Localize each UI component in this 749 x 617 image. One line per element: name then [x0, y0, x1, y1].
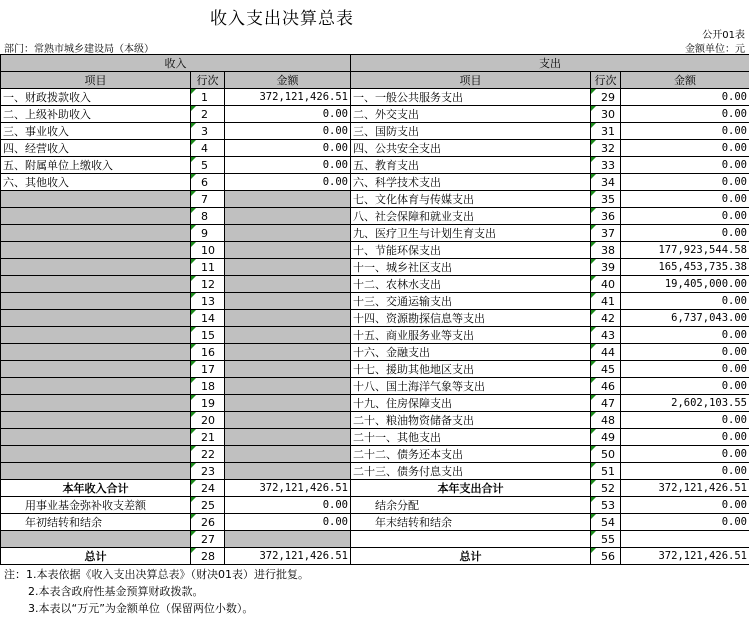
table-row: [1, 344, 749, 361]
expense-amount-cell: 0.00: [621, 191, 749, 208]
table-row: [1, 89, 749, 106]
expense-amount-cell: 0.00: [621, 429, 749, 446]
income-item-cell: [1, 361, 191, 378]
income-amount-cell: [225, 242, 351, 259]
income-section-header: 收入: [1, 55, 351, 72]
expense-line-cell: 42: [591, 310, 621, 327]
table-row: [1, 412, 749, 429]
expense-item-cell: 四、公共安全支出: [351, 140, 591, 157]
expense-amount-header: 金额: [621, 72, 749, 89]
income-item-cell: 四、经营收入: [1, 140, 191, 157]
income-amount-cell: [225, 463, 351, 480]
income-line-cell: 2: [191, 106, 225, 123]
expense-amount-cell: 0.00: [621, 446, 749, 463]
income-line-cell: 20: [191, 412, 225, 429]
income-amount-cell: [225, 361, 351, 378]
expense-line-cell: 39: [591, 259, 621, 276]
expense-item-cell: 二十、粮油物资储备支出: [351, 412, 591, 429]
income-line-cell: 8: [191, 208, 225, 225]
income-line-cell: 4: [191, 140, 225, 157]
income-line-cell: 16: [191, 344, 225, 361]
expense-item-cell: 一、一般公共服务支出: [351, 89, 591, 106]
expense-amount-cell: 6,737,043.00: [621, 310, 749, 327]
expense-item-cell: 二十一、其他支出: [351, 429, 591, 446]
income-amount-cell: 0.00: [225, 157, 351, 174]
income-expense-table: [0, 54, 749, 565]
expense-line-cell: 36: [591, 208, 621, 225]
expense-amount-cell: 19,405,000.00: [621, 276, 749, 293]
expense-amount-cell: 0.00: [621, 123, 749, 140]
expense-amount-cell: 0.00: [621, 463, 749, 480]
expense-item-cell: 十三、交通运输支出: [351, 293, 591, 310]
expense-line-header: 行次: [591, 72, 621, 89]
table-row: [1, 361, 749, 378]
expense-item-cell: 九、医疗卫生与计划生育支出: [351, 225, 591, 242]
income-amount-cell: [225, 378, 351, 395]
table-row: [1, 531, 749, 548]
expense-amount-cell: 0.00: [621, 327, 749, 344]
expense-amount-cell: 0.00: [621, 344, 749, 361]
table-row: [1, 293, 749, 310]
income-amount-cell: 0.00: [225, 514, 351, 531]
income-total-label: 本年收入合计: [1, 480, 191, 497]
income-amount-cell: [225, 327, 351, 344]
expense-amount-cell: 2,602,103.55: [621, 395, 749, 412]
income-item-cell: [1, 259, 191, 276]
income-amount-cell: [225, 531, 351, 548]
expense-line-cell: 34: [591, 174, 621, 191]
income-total-amount: 372,121,426.51: [225, 480, 351, 497]
income-line-cell: 26: [191, 514, 225, 531]
expense-line-cell: 33: [591, 157, 621, 174]
expense-line-cell: 29: [591, 89, 621, 106]
section-header-row: [1, 55, 749, 72]
total-row: [1, 480, 749, 497]
income-total-line: 24: [191, 480, 225, 497]
income-item-cell: 年初结转和结余: [1, 514, 191, 531]
note-2: 2.本表含政府性基金预算财政拨款。: [4, 583, 309, 600]
expense-total-label: 本年支出合计: [351, 480, 591, 497]
expense-line-cell: 47: [591, 395, 621, 412]
income-amount-cell: 372,121,426.51: [225, 89, 351, 106]
income-line-cell: 21: [191, 429, 225, 446]
table-row: [1, 157, 749, 174]
income-line-cell: 23: [191, 463, 225, 480]
expense-item-cell: 六、科学技术支出: [351, 174, 591, 191]
income-item-cell: 三、事业收入: [1, 123, 191, 140]
expense-line-cell: 31: [591, 123, 621, 140]
income-amount-cell: [225, 344, 351, 361]
grand-total-right-label: 总计: [351, 548, 591, 565]
grand-total-left-line: 28: [191, 548, 225, 565]
income-item-cell: 二、上级补助收入: [1, 106, 191, 123]
income-line-header: 行次: [191, 72, 225, 89]
income-item-cell: [1, 242, 191, 259]
expense-line-cell: 37: [591, 225, 621, 242]
unit-label: 金额单位：元: [685, 40, 745, 55]
income-line-cell: 5: [191, 157, 225, 174]
table-row: [1, 191, 749, 208]
income-item-cell: [1, 378, 191, 395]
expense-line-cell: 38: [591, 242, 621, 259]
income-line-cell: 27: [191, 531, 225, 548]
income-amount-cell: [225, 259, 351, 276]
income-amount-cell: [225, 395, 351, 412]
income-amount-cell: [225, 293, 351, 310]
income-amount-cell: 0.00: [225, 106, 351, 123]
income-line-cell: 11: [191, 259, 225, 276]
note-1: 注：1.本表依据《收入支出决算总表》（财决01表）进行批复。: [4, 566, 309, 583]
income-amount-cell: [225, 276, 351, 293]
table-row: [1, 123, 749, 140]
grand-total-right-amount: 372,121,426.51: [621, 548, 749, 565]
income-amount-cell: [225, 412, 351, 429]
expense-line-cell: 30: [591, 106, 621, 123]
income-amount-cell: [225, 225, 351, 242]
expense-item-cell: 十、节能环保支出: [351, 242, 591, 259]
income-line-cell: 19: [191, 395, 225, 412]
income-line-cell: 3: [191, 123, 225, 140]
income-item-cell: [1, 327, 191, 344]
expense-item-cell: 十一、城乡社区支出: [351, 259, 591, 276]
income-amount-cell: 0.00: [225, 497, 351, 514]
income-amount-cell: [225, 310, 351, 327]
table-row: [1, 310, 749, 327]
income-amount-cell: [225, 446, 351, 463]
report-title: 收入支出决算总表: [210, 4, 354, 29]
income-amount-cell: [225, 208, 351, 225]
table-row: [1, 276, 749, 293]
expense-amount-cell: [621, 531, 749, 548]
income-item-cell: 六、其他收入: [1, 174, 191, 191]
expense-line-cell: 48: [591, 412, 621, 429]
income-amount-cell: 0.00: [225, 174, 351, 191]
income-line-cell: 18: [191, 378, 225, 395]
expense-amount-cell: 0.00: [621, 89, 749, 106]
expense-item-cell: 七、文化体育与传媒支出: [351, 191, 591, 208]
expense-amount-cell: 0.00: [621, 412, 749, 429]
table-row: [1, 208, 749, 225]
expense-line-cell: 55: [591, 531, 621, 548]
expense-item-cell: 二十三、债务付息支出: [351, 463, 591, 480]
table-row: [1, 429, 749, 446]
expense-item-cell: 十八、国土海洋气象等支出: [351, 378, 591, 395]
expense-item-cell: 十九、住房保障支出: [351, 395, 591, 412]
expense-item-cell: 二、外交支出: [351, 106, 591, 123]
income-line-cell: 13: [191, 293, 225, 310]
expense-item-cell: [351, 531, 591, 548]
expense-amount-cell: 0.00: [621, 514, 749, 531]
expense-item-cell: 十四、资源勘探信息等支出: [351, 310, 591, 327]
income-item-cell: [1, 412, 191, 429]
income-item-cell: 一、财政拨款收入: [1, 89, 191, 106]
table-row: [1, 140, 749, 157]
table-row: [1, 327, 749, 344]
income-item-cell: [1, 208, 191, 225]
notes: [4, 566, 309, 617]
table-row: [1, 463, 749, 480]
expense-line-cell: 32: [591, 140, 621, 157]
income-item-cell: [1, 191, 191, 208]
expense-total-amount: 372,121,426.51: [621, 480, 749, 497]
income-item-cell: [1, 293, 191, 310]
expense-item-cell: 十六、金融支出: [351, 344, 591, 361]
income-amount-cell: [225, 191, 351, 208]
income-item-cell: 用事业基金弥补收支差额: [1, 497, 191, 514]
income-item-cell: [1, 225, 191, 242]
expense-item-cell: 十二、农林水支出: [351, 276, 591, 293]
expense-amount-cell: 0.00: [621, 293, 749, 310]
table-row: [1, 242, 749, 259]
expense-line-cell: 49: [591, 429, 621, 446]
income-amount-cell: 0.00: [225, 123, 351, 140]
income-amount-cell: 0.00: [225, 140, 351, 157]
expense-line-cell: 40: [591, 276, 621, 293]
expense-item-cell: 三、国防支出: [351, 123, 591, 140]
income-amount-header: 金额: [225, 72, 351, 89]
column-header-row: [1, 72, 749, 89]
note-3: 3.本表以“万元”为金额单位（保留两位小数）。: [4, 600, 309, 617]
table-row: [1, 225, 749, 242]
expense-line-cell: 46: [591, 378, 621, 395]
department-label: 部门：常熟市城乡建设局（本级）: [4, 40, 154, 55]
income-line-cell: 14: [191, 310, 225, 327]
expense-amount-cell: 0.00: [621, 208, 749, 225]
income-item-cell: [1, 463, 191, 480]
table-row: [1, 395, 749, 412]
income-item-cell: [1, 429, 191, 446]
expense-amount-cell: 0.00: [621, 361, 749, 378]
expense-amount-cell: 0.00: [621, 140, 749, 157]
income-line-cell: 22: [191, 446, 225, 463]
income-item-header: 项目: [1, 72, 191, 89]
income-line-cell: 9: [191, 225, 225, 242]
expense-line-cell: 54: [591, 514, 621, 531]
income-line-cell: 25: [191, 497, 225, 514]
grand-total-right-line: 56: [591, 548, 621, 565]
income-item-cell: [1, 446, 191, 463]
table-row: [1, 174, 749, 191]
expense-item-cell: 十五、商业服务业等支出: [351, 327, 591, 344]
expense-item-header: 项目: [351, 72, 591, 89]
table-row: [1, 514, 749, 531]
table-row: [1, 497, 749, 514]
expense-amount-cell: 0.00: [621, 157, 749, 174]
income-item-cell: [1, 531, 191, 548]
income-line-cell: 12: [191, 276, 225, 293]
table-row: [1, 446, 749, 463]
income-item-cell: [1, 395, 191, 412]
income-amount-cell: [225, 429, 351, 446]
expense-item-cell: 二十二、债务还本支出: [351, 446, 591, 463]
expense-item-cell: 八、社会保障和就业支出: [351, 208, 591, 225]
table-row: [1, 106, 749, 123]
expense-amount-cell: 0.00: [621, 174, 749, 191]
expense-line-cell: 45: [591, 361, 621, 378]
expense-item-cell: 五、教育支出: [351, 157, 591, 174]
income-line-cell: 6: [191, 174, 225, 191]
grand-total-left-label: 总计: [1, 548, 191, 565]
expense-amount-cell: 177,923,544.58: [621, 242, 749, 259]
income-line-cell: 7: [191, 191, 225, 208]
expense-item-cell: 十七、援助其他地区支出: [351, 361, 591, 378]
expense-amount-cell: 0.00: [621, 378, 749, 395]
expense-line-cell: 53: [591, 497, 621, 514]
expense-line-cell: 51: [591, 463, 621, 480]
income-line-cell: 17: [191, 361, 225, 378]
expense-amount-cell: 165,453,735.38: [621, 259, 749, 276]
expense-amount-cell: 0.00: [621, 225, 749, 242]
grand-total-row: [1, 548, 749, 565]
expense-total-line: 52: [591, 480, 621, 497]
expense-line-cell: 50: [591, 446, 621, 463]
expense-line-cell: 43: [591, 327, 621, 344]
grand-total-left-amount: 372,121,426.51: [225, 548, 351, 565]
table-row: [1, 378, 749, 395]
income-line-cell: 1: [191, 89, 225, 106]
income-item-cell: [1, 344, 191, 361]
expense-line-cell: 41: [591, 293, 621, 310]
income-item-cell: [1, 310, 191, 327]
income-line-cell: 15: [191, 327, 225, 344]
table-row: [1, 259, 749, 276]
income-line-cell: 10: [191, 242, 225, 259]
form-code: 公开01表: [702, 26, 745, 41]
expense-line-cell: 35: [591, 191, 621, 208]
income-item-cell: [1, 276, 191, 293]
expense-amount-cell: 0.00: [621, 106, 749, 123]
expense-line-cell: 44: [591, 344, 621, 361]
expense-section-header: 支出: [351, 55, 749, 72]
expense-amount-cell: 0.00: [621, 497, 749, 514]
income-item-cell: 五、附属单位上缴收入: [1, 157, 191, 174]
expense-item-cell: 结余分配: [351, 497, 591, 514]
expense-item-cell: 年末结转和结余: [351, 514, 591, 531]
